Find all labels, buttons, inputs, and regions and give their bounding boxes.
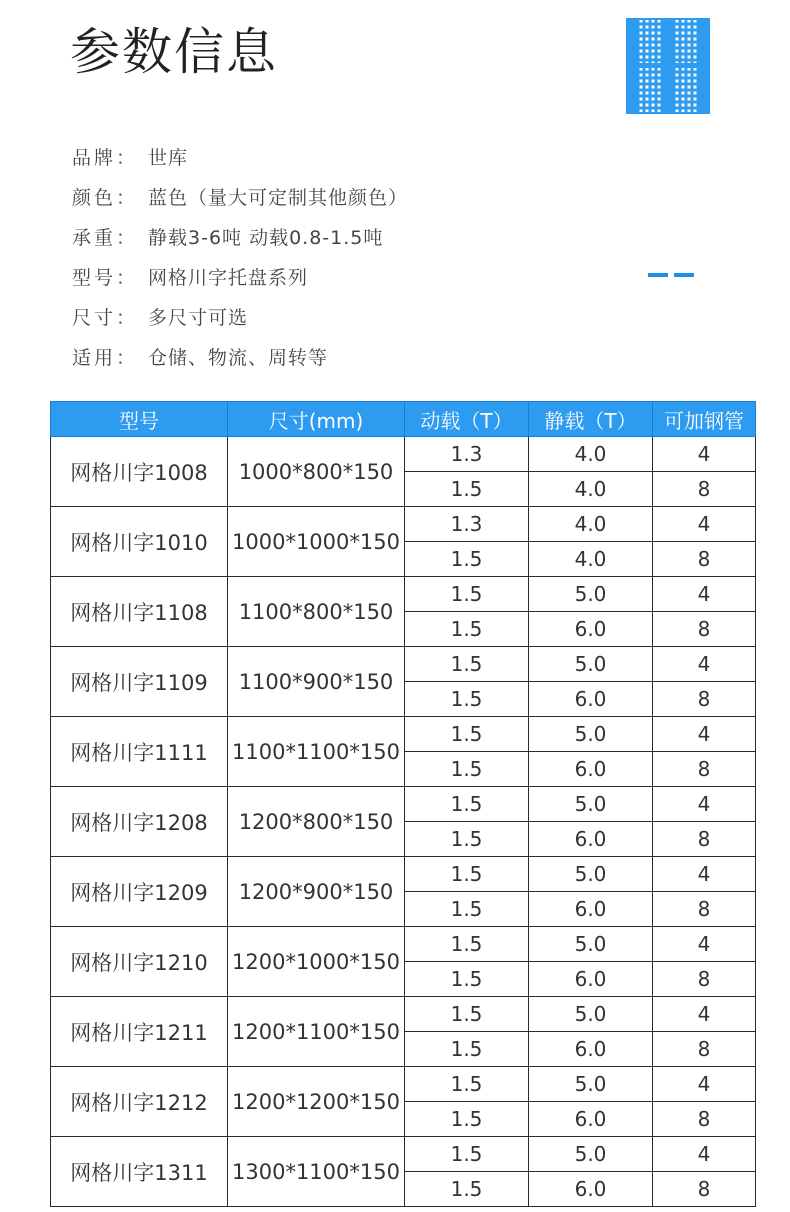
decorative-dashes (648, 273, 694, 277)
info-value: 网格川字托盘系列 (148, 267, 309, 289)
info-value: 蓝色（量大可定制其他颜色） (148, 187, 409, 209)
cell-static-load: 6.0 (529, 1172, 653, 1207)
table-row (51, 787, 756, 822)
cell-steel-pipes: 4 (653, 997, 756, 1032)
cell-model: 网格川字1311 (51, 1137, 228, 1207)
info-row-size (72, 298, 408, 338)
table-row (51, 437, 756, 472)
cell-static-load: 6.0 (529, 752, 653, 787)
info-row-model (72, 258, 408, 298)
cell-dynamic-load: 1.5 (405, 752, 529, 787)
cell-dynamic-load: 1.5 (405, 927, 529, 962)
cell-size: 1000*800*150 (228, 437, 405, 507)
info-label: 承重： (72, 227, 139, 249)
info-value: 仓储、物流、周转等 (148, 347, 329, 369)
cell-dynamic-load: 1.5 (405, 542, 529, 577)
table-row (51, 1137, 756, 1172)
cell-size: 1100*1100*150 (228, 717, 405, 787)
table-row (51, 577, 756, 612)
cell-size: 1200*1200*150 (228, 1067, 405, 1137)
cell-steel-pipes: 8 (653, 612, 756, 647)
info-value: 静载3-6吨 动载0.8-1.5吨 (148, 227, 384, 249)
cell-size: 1100*800*150 (228, 577, 405, 647)
pallet-image (626, 18, 710, 114)
cell-dynamic-load: 1.5 (405, 997, 529, 1032)
cell-steel-pipes: 8 (653, 962, 756, 997)
info-row-color (72, 178, 408, 218)
spec-table (50, 401, 756, 1207)
info-row-load (72, 218, 408, 258)
cell-steel-pipes: 4 (653, 787, 756, 822)
table-row (51, 507, 756, 542)
cell-steel-pipes: 8 (653, 752, 756, 787)
header-size: 尺寸(mm) (228, 402, 405, 437)
cell-steel-pipes: 4 (653, 647, 756, 682)
cell-static-load: 5.0 (529, 717, 653, 752)
cell-steel-pipes: 8 (653, 542, 756, 577)
header-static-load: 静载（T） (529, 402, 653, 437)
table-row (51, 647, 756, 682)
cell-static-load: 5.0 (529, 1137, 653, 1172)
cell-dynamic-load: 1.5 (405, 892, 529, 927)
cell-steel-pipes: 4 (653, 1067, 756, 1102)
cell-dynamic-load: 1.5 (405, 1137, 529, 1172)
cell-static-load: 4.0 (529, 437, 653, 472)
cell-static-load: 4.0 (529, 472, 653, 507)
cell-size: 1200*1000*150 (228, 927, 405, 997)
cell-dynamic-load: 1.5 (405, 682, 529, 717)
cell-static-load: 5.0 (529, 857, 653, 892)
cell-dynamic-load: 1.5 (405, 822, 529, 857)
cell-static-load: 6.0 (529, 682, 653, 717)
cell-dynamic-load: 1.5 (405, 962, 529, 997)
cell-static-load: 6.0 (529, 1102, 653, 1137)
cell-size: 1300*1100*150 (228, 1137, 405, 1207)
cell-dynamic-load: 1.5 (405, 612, 529, 647)
cell-dynamic-load: 1.5 (405, 857, 529, 892)
table-row (51, 1067, 756, 1102)
spec-table-header-row (51, 402, 756, 437)
info-value: 世库 (148, 147, 189, 169)
info-value: 多尺寸可选 (148, 307, 249, 329)
cell-model: 网格川字1108 (51, 577, 228, 647)
cell-size: 1000*1000*150 (228, 507, 405, 577)
cell-steel-pipes: 8 (653, 1172, 756, 1207)
cell-dynamic-load: 1.5 (405, 1172, 529, 1207)
header-model: 型号 (51, 402, 228, 437)
cell-model: 网格川字1109 (51, 647, 228, 717)
cell-static-load: 6.0 (529, 1032, 653, 1067)
cell-static-load: 5.0 (529, 787, 653, 822)
cell-steel-pipes: 4 (653, 577, 756, 612)
cell-static-load: 5.0 (529, 1067, 653, 1102)
cell-steel-pipes: 8 (653, 682, 756, 717)
cell-static-load: 5.0 (529, 647, 653, 682)
cell-static-load: 6.0 (529, 962, 653, 997)
cell-size: 1100*900*150 (228, 647, 405, 717)
cell-steel-pipes: 8 (653, 892, 756, 927)
cell-static-load: 4.0 (529, 507, 653, 542)
info-label: 适用： (72, 347, 139, 369)
cell-steel-pipes: 8 (653, 472, 756, 507)
info-row-usage (72, 338, 408, 378)
cell-steel-pipes: 4 (653, 927, 756, 962)
cell-steel-pipes: 4 (653, 717, 756, 752)
cell-dynamic-load: 1.5 (405, 1032, 529, 1067)
cell-steel-pipes: 4 (653, 507, 756, 542)
cell-size: 1200*900*150 (228, 857, 405, 927)
info-label: 品牌： (72, 147, 139, 169)
cell-static-load: 4.0 (529, 542, 653, 577)
cell-model: 网格川字1010 (51, 507, 228, 577)
cell-static-load: 6.0 (529, 822, 653, 857)
cell-steel-pipes: 4 (653, 857, 756, 892)
table-row (51, 717, 756, 752)
cell-dynamic-load: 1.3 (405, 507, 529, 542)
cell-static-load: 5.0 (529, 577, 653, 612)
cell-static-load: 5.0 (529, 997, 653, 1032)
product-info-list (72, 138, 408, 378)
cell-dynamic-load: 1.5 (405, 472, 529, 507)
cell-dynamic-load: 1.3 (405, 437, 529, 472)
cell-steel-pipes: 8 (653, 1032, 756, 1067)
info-label: 尺寸： (72, 307, 139, 329)
cell-steel-pipes: 8 (653, 1102, 756, 1137)
cell-static-load: 6.0 (529, 612, 653, 647)
header-dynamic-load: 动载（T） (405, 402, 529, 437)
table-row (51, 857, 756, 892)
table-row (51, 997, 756, 1032)
table-row (51, 927, 756, 962)
cell-dynamic-load: 1.5 (405, 787, 529, 822)
cell-model: 网格川字1111 (51, 717, 228, 787)
cell-steel-pipes: 8 (653, 822, 756, 857)
cell-model: 网格川字1008 (51, 437, 228, 507)
cell-model: 网格川字1209 (51, 857, 228, 927)
page-title: 参数信息 (70, 23, 278, 81)
info-row-brand (72, 138, 408, 178)
cell-model: 网格川字1211 (51, 997, 228, 1067)
info-label: 型号： (72, 267, 139, 289)
cell-model: 网格川字1212 (51, 1067, 228, 1137)
cell-dynamic-load: 1.5 (405, 717, 529, 752)
cell-model: 网格川字1210 (51, 927, 228, 997)
cell-dynamic-load: 1.5 (405, 1067, 529, 1102)
cell-static-load: 5.0 (529, 927, 653, 962)
cell-size: 1200*1100*150 (228, 997, 405, 1067)
cell-dynamic-load: 1.5 (405, 577, 529, 612)
cell-steel-pipes: 4 (653, 1137, 756, 1172)
cell-dynamic-load: 1.5 (405, 647, 529, 682)
header-steel-pipes: 可加钢管 (653, 402, 756, 437)
cell-dynamic-load: 1.5 (405, 1102, 529, 1137)
cell-static-load: 6.0 (529, 892, 653, 927)
cell-size: 1200*800*150 (228, 787, 405, 857)
info-label: 颜色： (72, 187, 139, 209)
cell-steel-pipes: 4 (653, 437, 756, 472)
cell-model: 网格川字1208 (51, 787, 228, 857)
